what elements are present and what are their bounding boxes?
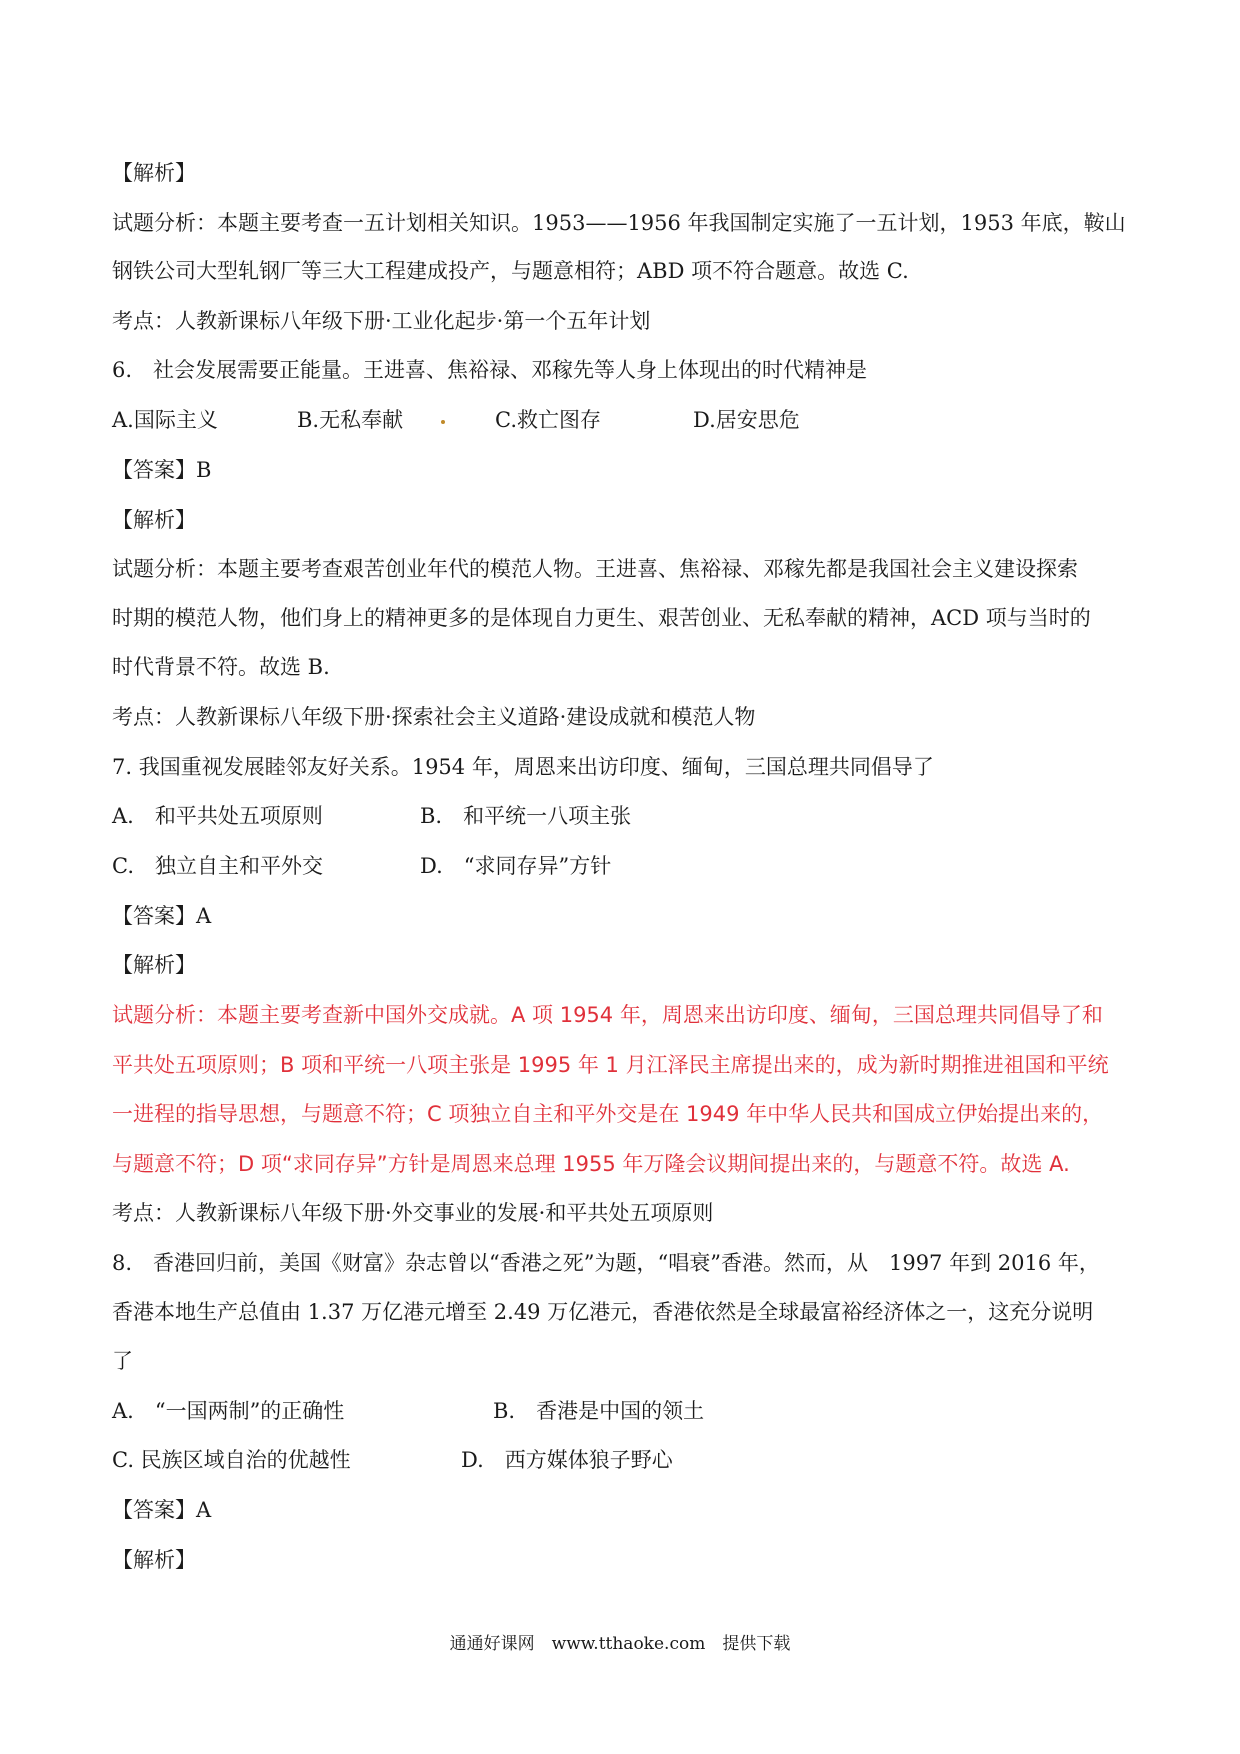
analysis-text-highlighted: 与题意不符；D 项“求同存异”方针是周恩来总理 1955 年万隆会议期间提出来的，与题意不符。故选 A.	[112, 1152, 1070, 1176]
analysis-heading: 【解析】	[112, 1548, 196, 1572]
analysis-heading: 【解析】	[112, 508, 196, 532]
q8-option-d: D. 西方媒体狼子野心	[461, 1448, 673, 1472]
analysis-text-highlighted: 试题分析：本题主要考查新中国外交成就。A 项 1954 年，周恩来出访印度、缅甸，三国总理共同倡导了和	[112, 1003, 1103, 1027]
answer: 【答案】A	[112, 1498, 212, 1522]
answer: 【答案】A	[112, 904, 212, 928]
question-8-cont: 香港本地生产总值由 1.37 万亿港元增至 2.49 万亿港元，香港依然是全球最富裕经济体之一，这充分说明	[112, 1300, 1094, 1324]
q7-option-c: C. 独立自主和平外交	[112, 854, 323, 878]
page-footer: 通通好课网 www.tthaoke.com 提供下载	[449, 1634, 791, 1654]
knowledge-point: 考点：人教新课标八年级下册·外交事业的发展·和平共处五项原则	[112, 1201, 714, 1225]
analysis-text: 时代背景不符。故选 B.	[112, 655, 330, 679]
analysis-text: 时期的模范人物，他们身上的精神更多的是体现自力更生、艰苦创业、无私奉献的精神，ACD 项与当时的	[112, 606, 1091, 630]
q6-option-c: C.救亡图存	[495, 408, 601, 432]
question-8-cont: 了	[112, 1349, 133, 1373]
q7-option-d: D. “求同存异”方针	[420, 854, 612, 878]
q8-option-c: C. 民族区域自治的优越性	[112, 1448, 351, 1472]
q8-option-b: B. 香港是中国的领土	[493, 1399, 705, 1423]
question-7: 7. 我国重视发展睦邻友好关系。1954 年，周恩来出访印度、缅甸，三国总理共同倡导了	[112, 755, 934, 779]
analysis-heading: 【解析】	[112, 953, 196, 977]
analysis-text-highlighted: 平共处五项原则；B 项和平统一八项主张是 1995 年 1 月江泽民主席提出来的，成为新时期推进祖国和平统	[112, 1053, 1109, 1077]
analysis-text: 试题分析：本题主要考查艰苦创业年代的模范人物。王进喜、焦裕禄、邓稼先都是我国社会主义建设探索	[112, 557, 1078, 581]
stray-dot	[441, 420, 445, 424]
q6-option-b: B.无私奉献	[297, 408, 404, 432]
q8-option-a: A. “一国两制”的正确性	[112, 1399, 345, 1423]
knowledge-point: 考点：人教新课标八年级下册·探索社会主义道路·建设成就和模范人物	[112, 705, 756, 729]
knowledge-point: 考点：人教新课标八年级下册·工业化起步·第一个五年计划	[112, 309, 651, 333]
analysis-text: 钢铁公司大型轧钢厂等三大工程建成投产，与题意相符；ABD 项不符合题意。故选 C.	[112, 259, 909, 283]
q7-option-b: B. 和平统一八项主张	[420, 804, 632, 828]
question-6: 6. 社会发展需要正能量。王进喜、焦裕禄、邓稼先等人身上体现出的时代精神是	[112, 358, 868, 382]
analysis-text: 试题分析：本题主要考查一五计划相关知识。1953——1956 年我国制定实施了一五计划，1953 年底，鞍山	[112, 211, 1126, 235]
q6-option-a: A.国际主义	[112, 408, 218, 432]
answer: 【答案】B	[112, 458, 212, 482]
q7-option-a: A. 和平共处五项原则	[112, 804, 323, 828]
analysis-text-highlighted: 一进程的指导思想，与题意不符；C 项独立自主和平外交是在 1949 年中华人民共和国成立伊始提出来的，	[112, 1102, 1104, 1126]
question-8: 8. 香港回归前，美国《财富》杂志曾以“香港之死”为题，“唱衰”香港。然而，从 1997 年到 2016 年，	[112, 1251, 1100, 1275]
analysis-heading: 【解析】	[112, 161, 196, 185]
q6-option-d: D.居安思危	[693, 408, 800, 432]
